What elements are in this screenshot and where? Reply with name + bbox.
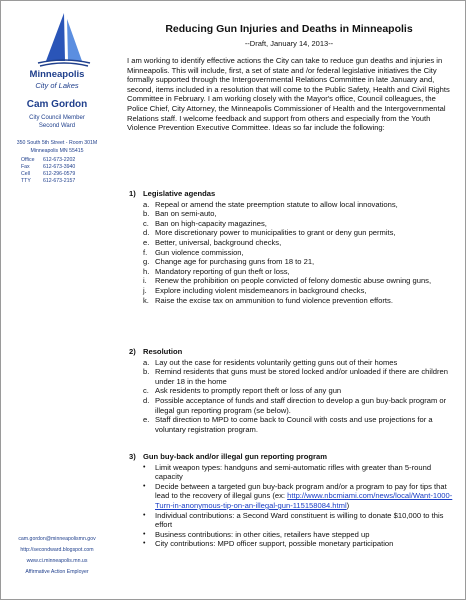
document-subtitle: --Draft, January 14, 2013-- <box>244 39 334 48</box>
list-text: City contributions: MPD officer support, possible monetary participation <box>155 539 394 549</box>
list-marker: d. <box>143 228 150 238</box>
address-line-2: Minneapolis MN 55415 <box>30 147 84 154</box>
footer-links <box>1 536 113 580</box>
list-text: Change age for purchasing guns from 18 to 21, <box>155 257 315 267</box>
contact-value: 612-673-3940 <box>43 164 76 170</box>
contact-row-fax <box>21 164 111 171</box>
list-item <box>143 267 457 277</box>
list-item <box>143 539 457 549</box>
contact-value: 612-673-2157 <box>43 178 76 184</box>
list-item <box>143 200 457 210</box>
member-title <box>1 114 113 130</box>
list-item <box>143 248 457 258</box>
contact-row-tty <box>21 178 111 185</box>
section-number: 2) <box>129 347 136 356</box>
contact-numbers <box>21 157 111 185</box>
list-text: More discretionary power to municipalities to grant or deny gun permits, <box>155 228 396 238</box>
office-address <box>1 140 113 155</box>
section-number: 3) <box>129 452 136 461</box>
employer-note: Affirmative Action Employer <box>25 569 89 575</box>
bullet-marker: • <box>143 530 146 538</box>
list-marker: g. <box>143 257 150 267</box>
list-text: Remind residents that guns must be stored locked and/or unloaded if there are children under 18 in the home <box>155 367 448 386</box>
member-title-line: City Council Member <box>29 115 85 121</box>
list-text: Ask residents to promptly report theft or loss of any gun <box>155 386 342 396</box>
address-line-1: 350 South 5th Street - Room 301M <box>16 140 98 146</box>
section-title: Legislative agendas <box>143 189 216 198</box>
list-text: Gun violence commission, <box>155 247 244 257</box>
section-heading <box>129 347 457 357</box>
list-text: Renew the prohibition on people convicted of felony domestic abuse owning guns, <box>155 276 432 286</box>
list-text: Mandatory reporting of gun theft or loss, <box>155 266 290 276</box>
contact-row-office <box>21 157 111 164</box>
list-text: Limit weapon types: handguns and semi-automatic rifles with greater than 5-round capacity <box>155 462 432 482</box>
list-item <box>143 463 457 482</box>
list-marker: b. <box>143 367 150 377</box>
contact-row-cell <box>21 171 111 178</box>
list-marker: e. <box>143 237 150 247</box>
list-item <box>143 209 457 219</box>
city-tagline: City of Lakes <box>35 81 79 90</box>
list-marker: c. <box>143 386 149 396</box>
list-item <box>143 482 457 511</box>
section-title: Resolution <box>143 347 183 356</box>
bullet-marker: • <box>143 463 146 471</box>
list-marker: f. <box>143 247 148 257</box>
list-text: Repeal or amend the state preemption statute to allow local innovations, <box>155 199 398 209</box>
list-marker: d. <box>143 395 150 405</box>
list-text: Staff direction to MPD to come back to Council with costs and use projections for a voluntary registration program. <box>155 415 433 434</box>
list-text: Lay out the case for residents voluntarily getting guns out of their homes <box>155 357 398 367</box>
blog-link[interactable]: http://secondward.blogspot.com <box>20 547 94 553</box>
list-item <box>143 228 457 238</box>
section-legislative-agendas <box>129 189 457 305</box>
list-text: Decide between a targeted gun buy-back program and/or a program to pay for tips that lead to the recovery of illegal guns (ex: <box>155 481 447 501</box>
list-item <box>143 257 457 267</box>
list-item <box>143 238 457 248</box>
list-marker: i. <box>143 276 147 286</box>
bullet-marker: • <box>143 511 146 519</box>
list-marker: k. <box>143 295 149 305</box>
list-item <box>143 386 457 396</box>
news-article-link[interactable]: http://www.nbcmiami.com/news/local/Want-1000-Turn-in-anonymous-tip-on-an-illegal-gun-115158084.html <box>155 491 453 510</box>
city-name: Minneapolis <box>29 69 85 80</box>
list-item <box>143 296 457 306</box>
list-item <box>143 415 457 434</box>
list-marker: e. <box>143 415 150 425</box>
list-text: Raise the excise tax on ammunition to fund violence prevention efforts. <box>155 295 393 305</box>
section-gun-buy-back <box>129 452 457 549</box>
section-heading <box>129 189 457 199</box>
list-marker: b. <box>143 209 150 219</box>
list-item <box>143 219 457 229</box>
list-text: Business contributions: in other cities, retailers have stepped up <box>155 529 370 539</box>
section-number: 1) <box>129 189 136 198</box>
contact-label: Cell <box>21 171 30 177</box>
bullet-marker: • <box>143 482 146 490</box>
list-item <box>143 367 457 386</box>
list-item <box>143 396 457 415</box>
list-text: Individual contributions: a Second Ward constituent is willing to donate $10,000 to this effort <box>155 510 444 530</box>
section-title: Gun buy-back and/or illegal gun reporting program <box>143 452 327 461</box>
list-item <box>143 276 457 286</box>
list-text: Better, universal, background checks, <box>155 237 282 247</box>
list-item <box>143 286 457 296</box>
email-link[interactable]: cam.gordon@minneapolismn.gov <box>18 536 96 542</box>
contact-value: 612-673-2202 <box>43 157 76 163</box>
list-marker: h. <box>143 266 150 276</box>
minneapolis-logo-icon <box>34 11 94 67</box>
bullet-marker: • <box>143 540 146 548</box>
list-text-suffix: ) <box>346 500 350 510</box>
intro-paragraph: I am working to identify effective actions the City can take to reduce gun deaths and injuries in Minneapolis. This will include, first, a set of state and /or federal legislative initiatives the City formally supported through the Intergovernmental Relations Committee in late January and, second, items included in a resolution that will come to the Public Safety, Health and Civil Rights Committee in February. I am working closely with the Mayor's office, Council colleagues, the Police Chief, City Attorney, the Minneapolis Commissioner of Health and the Intergovernmental Relations staff. I welcome feedback and support from others and especially from the Youth Violence Prevention Executive Committee. Ideas so far include the following: <box>127 56 450 133</box>
section-heading <box>129 452 457 462</box>
list-text: Explore including violent misdemeanors in background checks, <box>155 285 367 295</box>
memo-body <box>119 1 459 599</box>
list-text: Ban on high-capacity magazines, <box>155 218 267 228</box>
document-title: Reducing Gun Injuries and Deaths in Minneapolis <box>165 23 413 35</box>
list-marker: a. <box>143 199 150 209</box>
list-item <box>143 511 457 530</box>
list-text: Possible acceptance of funds and staff direction to develop a gun buy-back program or illegal gun reporting program (se below). <box>155 395 447 415</box>
list-marker: a. <box>143 357 150 367</box>
list-marker: j. <box>143 285 147 295</box>
letterhead-sidebar <box>1 1 119 599</box>
list-marker: c. <box>143 218 149 228</box>
contact-value: 612-296-0579 <box>43 171 76 177</box>
list-text-with-link <box>155 482 457 511</box>
member-name: Cam Gordon <box>26 99 88 110</box>
contact-label: TTY <box>21 178 31 184</box>
contact-label: Fax <box>21 164 30 170</box>
member-ward-line: Second Ward <box>38 123 76 129</box>
website-link[interactable]: www.ci.minneapolis.mn.us <box>26 558 88 564</box>
contact-label: Office <box>21 157 35 163</box>
list-item <box>143 358 457 368</box>
list-text: Ban on semi-auto, <box>155 209 217 219</box>
section-resolution <box>129 347 457 434</box>
list-item <box>143 530 457 540</box>
